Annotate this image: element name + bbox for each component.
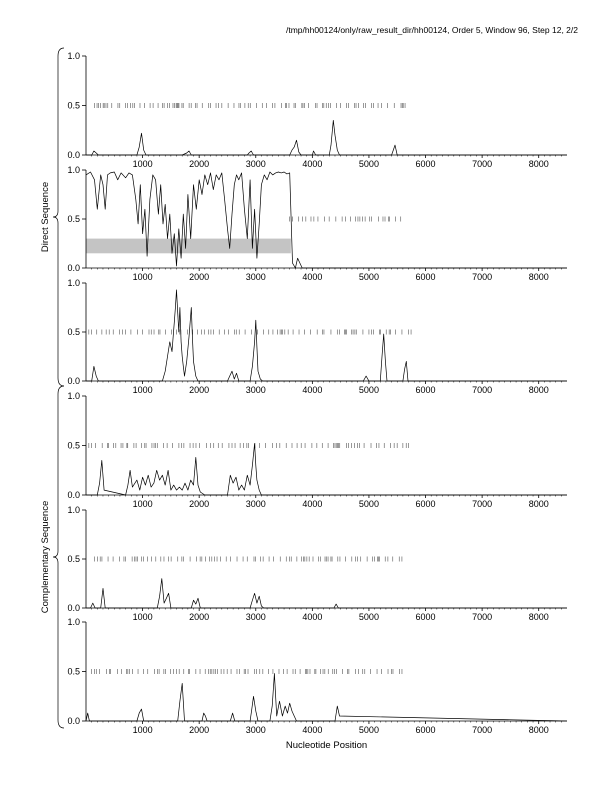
- panel-1: [67, 51, 567, 169]
- x-tick-label: 8000: [528, 159, 549, 169]
- x-tick-label: 7000: [472, 159, 493, 169]
- x-tick-label: 2000: [189, 159, 210, 169]
- y-tick-label: 1.0: [67, 51, 80, 61]
- x-tick-label: 2000: [189, 385, 210, 395]
- x-axis-label: Nucleotide Position: [285, 740, 368, 751]
- x-tick-label: 1000: [132, 725, 153, 735]
- x-tick-label: 4000: [302, 612, 323, 622]
- x-tick-label: 7000: [472, 385, 493, 395]
- x-tick-label: 3000: [245, 612, 266, 622]
- x-tick-label: 8000: [528, 385, 549, 395]
- x-tick-label: 5000: [358, 725, 379, 735]
- series-line-1: [86, 172, 567, 268]
- x-tick-label: 5000: [358, 499, 379, 509]
- panel-2: [67, 165, 567, 282]
- x-tick-label: 3000: [245, 272, 266, 282]
- series-line-1: [86, 290, 567, 381]
- x-tick-label: 1000: [132, 499, 153, 509]
- x-tick-label: 5000: [358, 385, 379, 395]
- complementary-sequence-brace: [53, 386, 64, 728]
- x-tick-label: 8000: [528, 272, 549, 282]
- x-tick-label: 6000: [415, 385, 436, 395]
- series-line-1: [86, 120, 567, 155]
- y-tick-label: 0.5: [67, 440, 80, 451]
- y-tick-label: 0.0: [67, 376, 80, 386]
- x-tick-label: 4000: [302, 725, 323, 735]
- y-tick-label: 0.5: [67, 327, 80, 337]
- x-tick-label: 4000: [302, 159, 323, 169]
- x-tick-label: 4000: [302, 272, 323, 282]
- y-tick-label: 0.0: [67, 603, 80, 613]
- direct-sequence-label: Direct Sequence: [40, 181, 51, 253]
- y-tick-label: 1.0: [67, 391, 80, 401]
- x-tick-label: 8000: [528, 725, 549, 735]
- x-tick-label: 2000: [189, 725, 210, 735]
- x-tick-label: 7000: [472, 272, 493, 282]
- x-tick-label: 4000: [302, 499, 323, 509]
- x-tick-label: 3000: [245, 499, 266, 509]
- x-tick-label: 3000: [245, 725, 266, 735]
- panel-4: [67, 391, 567, 509]
- x-tick-label: 6000: [415, 159, 436, 169]
- x-tick-label: 2000: [189, 499, 210, 509]
- panel-5: [67, 505, 567, 622]
- y-tick-label: 0.0: [67, 716, 80, 726]
- x-tick-label: 3000: [245, 385, 266, 395]
- x-tick-label: 5000: [358, 159, 379, 169]
- x-tick-label: 3000: [245, 159, 266, 169]
- x-tick-label: 5000: [358, 272, 379, 282]
- y-tick-label: 0.5: [67, 100, 80, 111]
- y-tick-label: 1.0: [67, 617, 80, 627]
- x-tick-label: 1000: [132, 272, 153, 282]
- y-tick-label: 0.5: [67, 554, 80, 564]
- series-line-1: [86, 674, 567, 722]
- x-tick-label: 1000: [132, 612, 153, 622]
- x-tick-label: 8000: [528, 499, 549, 509]
- complementary-sequence-label: Complementary Sequence: [40, 500, 51, 614]
- y-tick-label: 1.0: [67, 505, 80, 515]
- figure-header: /tmp/hh00124/only/raw_result_dir/hh00124, Order 5, Window 96, Step 12, 2/2: [285, 25, 578, 35]
- y-tick-label: 1.0: [67, 165, 80, 175]
- x-tick-label: 6000: [415, 499, 436, 509]
- x-tick-label: 6000: [415, 272, 436, 282]
- x-tick-label: 5000: [358, 612, 379, 622]
- y-tick-label: 0.5: [67, 214, 80, 224]
- x-tick-label: 6000: [415, 612, 436, 622]
- x-tick-label: 7000: [472, 612, 493, 622]
- x-tick-label: 2000: [189, 612, 210, 622]
- y-tick-label: 0.0: [67, 150, 80, 160]
- x-tick-label: 4000: [302, 385, 323, 395]
- panel-3: [67, 278, 567, 395]
- x-tick-label: 1000: [132, 159, 153, 169]
- x-tick-label: 2000: [189, 272, 210, 282]
- panel-6: [67, 617, 567, 735]
- x-tick-label: 7000: [472, 499, 493, 509]
- direct-sequence-brace: [53, 48, 64, 386]
- series-line-1: [86, 444, 567, 496]
- x-tick-label: 6000: [415, 725, 436, 735]
- highlight-band: [86, 239, 291, 254]
- x-tick-label: 7000: [472, 725, 493, 735]
- y-tick-label: 0.0: [67, 263, 80, 273]
- y-tick-label: 1.0: [67, 278, 80, 288]
- x-tick-label: 8000: [528, 612, 549, 622]
- y-tick-label: 0.5: [67, 666, 80, 677]
- y-tick-label: 0.0: [67, 490, 80, 500]
- x-tick-label: 1000: [132, 385, 153, 395]
- series-line-1: [86, 579, 567, 608]
